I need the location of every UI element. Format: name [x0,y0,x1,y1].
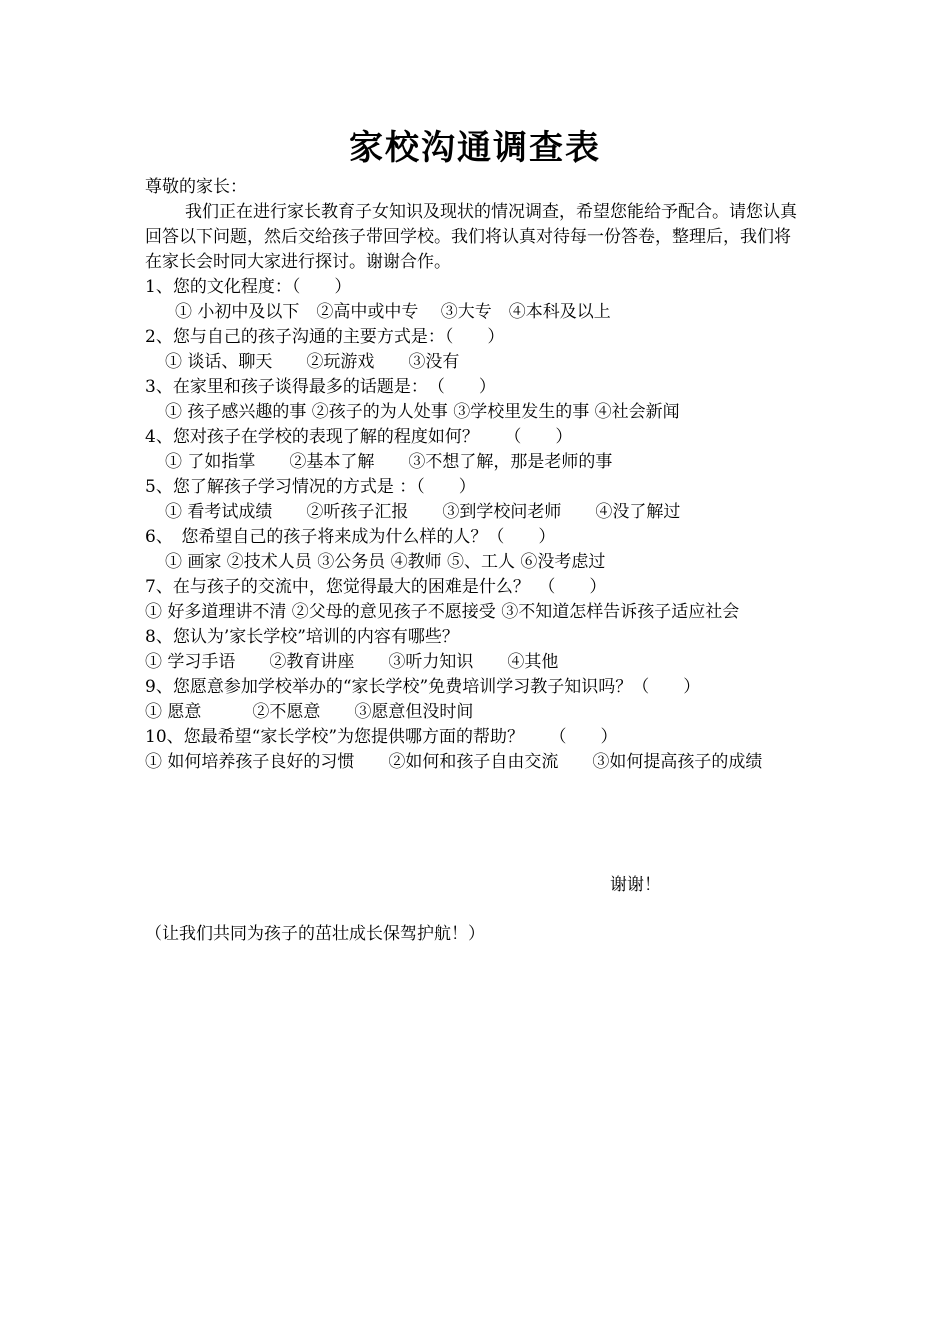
question-5-options: ① 看考试成绩 ②听孩子汇报 ③到学校问老师 ④没了解过 [165,502,681,522]
question-4-options: ① 了如指掌 ②基本了解 ③不想了解，那是老师的事 [165,452,613,472]
question-2-options: ① 谈话、聊天 ②玩游戏 ③没有 [165,352,460,372]
thanks-text: 谢谢！ [610,875,661,895]
closing-note: （让我们共同为孩子的茁壮成长保驾护航！） [145,924,485,944]
question-3-options: ① 孩子感兴趣的事 ②孩子的为人处事 ③学校里发生的事 ④社会新闻 [165,402,680,422]
question-8: 8、您认为’家长学校”培训的内容有哪些？ [145,627,459,647]
question-3: 3、在家里和孩子谈得最多的话题是： （ ） [145,377,496,397]
question-8-options: ① 学习手语 ②教育讲座 ③听力知识 ④其他 [145,652,559,672]
question-7-options: ① 好多道理讲不清 ②父母的意见孩子不愿接受 ③不知道怎样告诉孩子适应社会 [145,602,740,622]
question-9: 9、您愿意参加学校举办的“家长学校”免费培训学习教子知识吗？（ ） [145,677,701,697]
question-2: 2、您与自己的孩子沟通的主要方式是：（ ） [145,327,505,347]
question-9-options: ① 愿意 ②不愿意 ③愿意但没时间 [145,702,474,722]
survey-body [145,175,805,775]
question-4: 4、您对孩子在学校的表现了解的程度如何？ （ ） [145,427,573,447]
question-6-options: ① 画家 ②技术人员 ③公务员 ④教师 ⑤、工人 ⑥没考虑过 [165,552,606,572]
question-6: 6、 您希望自己的孩子将来成为什么样的人？（ ） [145,527,556,547]
question-1: 1、您的文化程度：（ ） [145,277,352,297]
question-10: 10、您最希望“家长学校”为您提供哪方面的帮助？ （ ） [145,727,618,747]
question-1-options: ① 小初中及以下 ②高中或中专 ③大专 ④本科及以上 [175,302,611,322]
greeting: 尊敬的家长： [145,177,247,197]
question-10-options: ① 如何培养孩子良好的习惯 ②如何和孩子自由交流 ③如何提高孩子的成绩 [145,752,763,772]
question-7: 7、在与孩子的交流中，您觉得最大的困难是什么？ （ ） [145,577,607,597]
intro-paragraph: 我们正在进行家长教育子女知识及现状的情况调查，希望您能给予配合。请您认真回答以下问题，然后交给孩子带回学校。我们将认真对待每一份答卷，整理后，我们将在家长会时同大家进行探讨。谢谢合作。 [145,202,797,272]
question-5: 5、您了解孩子学习情况的方式是 ：（ ） [145,477,476,497]
page-title: 家校沟通调查表 [349,128,601,168]
